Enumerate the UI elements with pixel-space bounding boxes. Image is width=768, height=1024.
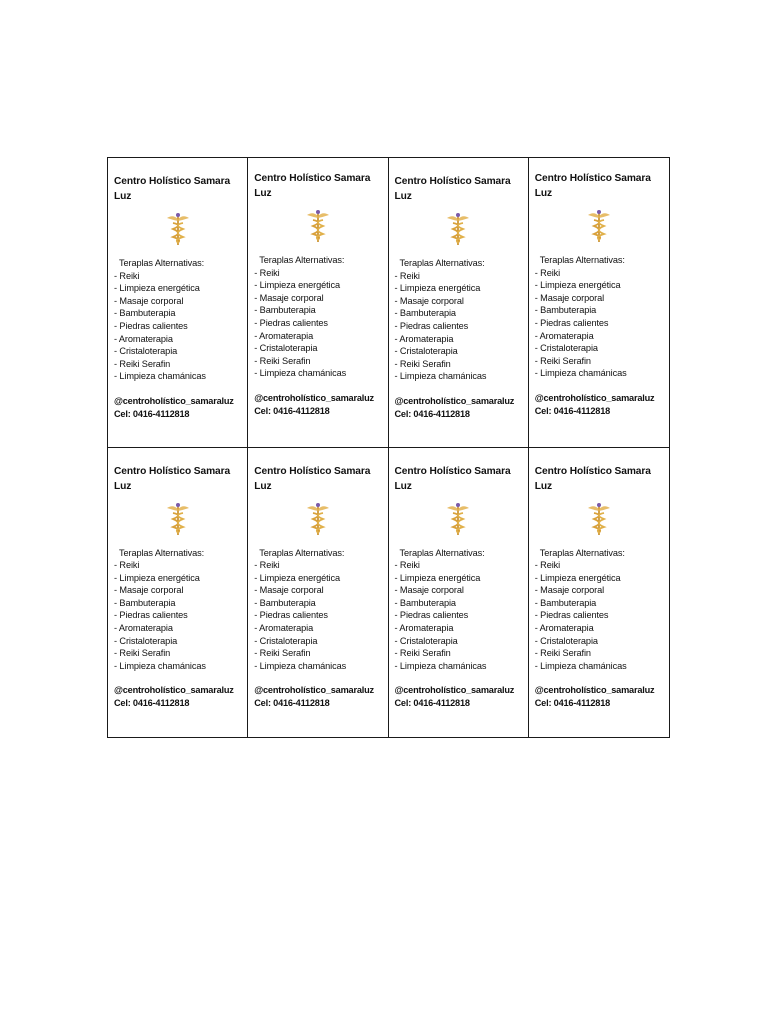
social-handle: @centroholístico_samaraluz — [114, 395, 234, 406]
logo-container — [395, 209, 522, 249]
caduceus-icon — [303, 208, 333, 244]
phone-number: Cel: 0416-4112818 — [254, 698, 330, 709]
phone-number: Cel: 0416-4112818 — [114, 698, 190, 709]
list-item: - Masaje corporal — [254, 585, 324, 596]
list-item: - Reiki Serafin — [394, 648, 451, 659]
business-card-sheet — [107, 157, 670, 738]
services-heading: Teraplas Alternativas: — [119, 258, 205, 268]
list-item: - Limpieza energética — [534, 280, 621, 291]
services-heading: Teraplas Alternativas: — [539, 547, 625, 558]
list-item: - Masaje corporal — [254, 292, 324, 303]
list-item: - Limpieza energética — [254, 572, 340, 583]
caduceus-icon — [584, 501, 614, 537]
list-item: - Piedras calientes — [534, 610, 609, 621]
logo-container — [254, 499, 381, 539]
phone-number: Cel: 0416-4112818 — [534, 698, 611, 709]
caduceus-icon — [584, 208, 614, 244]
logo-container — [395, 499, 522, 539]
services-heading: Teraplas Alternativas: — [399, 547, 485, 558]
list-item: - Reiki — [394, 270, 420, 281]
services-list — [254, 267, 381, 380]
phone-number: Cel: 0416-4112818 — [254, 405, 330, 416]
list-item: - Limpieza energética — [114, 572, 200, 583]
services-heading: Teraplas Alternativas: — [119, 547, 205, 558]
list-item: - Aromaterapia — [534, 623, 594, 634]
list-item: - Reiki — [114, 560, 140, 571]
business-card-3 — [389, 158, 529, 448]
card-title: Centro Holístico Samara Luz — [114, 465, 231, 492]
services-heading: Teraplas Alternativas: — [259, 255, 345, 265]
card-title: Centro Holístico Samara Luz — [394, 176, 511, 202]
list-item: - Reiki Serafin — [534, 355, 591, 366]
business-card-7 — [389, 448, 529, 738]
list-item: - Limpieza chamánicas — [254, 660, 347, 671]
logo-container — [254, 206, 381, 246]
business-card-6 — [248, 448, 388, 738]
list-item: - Aromaterapia — [114, 623, 173, 634]
list-item: - Reiki — [254, 267, 280, 278]
card-title: Centro Holístico Samara Luz — [394, 465, 511, 492]
list-item: - Masaje corporal — [114, 295, 184, 306]
list-item: - Piedras calientes — [394, 610, 469, 621]
social-handle: @centroholístico_samaraluz — [534, 392, 655, 403]
list-item: - Limpieza chamánicas — [534, 660, 627, 671]
services-list — [114, 559, 241, 672]
social-handle: @centroholístico_samaraluz — [254, 685, 374, 696]
phone-number: Cel: 0416-4112818 — [394, 698, 470, 709]
list-item: - Aromaterapia — [114, 333, 173, 344]
services-list — [395, 559, 522, 672]
list-item: - Piedras calientes — [254, 317, 328, 328]
list-item: - Piedras calientes — [534, 317, 609, 328]
list-item: - Limpieza energética — [254, 280, 340, 291]
list-item: - Bambuterapia — [534, 597, 597, 608]
list-item: - Bambuterapia — [114, 308, 176, 319]
list-item: - Bambuterapia — [254, 305, 316, 316]
caduceus-icon — [163, 501, 193, 537]
list-item: - Aromaterapia — [254, 330, 314, 341]
services-list — [395, 270, 522, 383]
list-item: - Aromaterapia — [394, 333, 454, 344]
list-item: - Cristaloterapia — [394, 635, 458, 646]
services-list — [535, 267, 663, 380]
logo-container — [535, 206, 663, 246]
list-item: - Limpieza chamánicas — [394, 660, 487, 671]
business-card-1 — [108, 158, 248, 448]
list-item: - Piedras calientes — [254, 610, 328, 621]
card-title: Centro Holístico Samara Luz — [534, 465, 651, 492]
list-item: - Bambuterapia — [114, 597, 176, 608]
card-title: Centro Holístico Samara Luz — [534, 173, 651, 199]
list-item: - Aromaterapia — [394, 623, 454, 634]
list-item: - Masaje corporal — [394, 295, 464, 306]
services-heading: Teraplas Alternativas: — [399, 258, 485, 268]
list-item: - Limpieza energética — [394, 283, 481, 294]
services-list — [254, 559, 381, 672]
list-item: - Aromaterapia — [254, 623, 314, 634]
list-item: - Cristaloterapia — [534, 343, 598, 354]
list-item: - Limpieza energética — [114, 283, 200, 294]
social-handle: @centroholístico_samaraluz — [394, 685, 515, 696]
list-item: - Cristaloterapia — [254, 343, 318, 354]
phone-number: Cel: 0416-4112818 — [534, 405, 611, 416]
phone-number: Cel: 0416-4112818 — [394, 408, 470, 419]
business-card-4 — [529, 158, 669, 448]
caduceus-icon — [443, 501, 473, 537]
list-item: - Limpieza chamánicas — [254, 368, 347, 379]
list-item: - Bambuterapia — [394, 308, 456, 319]
list-item: - Limpieza energética — [534, 572, 621, 583]
card-title: Centro Holístico Samara Luz — [254, 465, 371, 492]
card-title: Centro Holístico Samara Luz — [254, 173, 371, 199]
list-item: - Reiki Serafin — [254, 355, 311, 366]
list-item: - Cristaloterapia — [394, 346, 458, 357]
list-item: - Piedras calientes — [114, 610, 188, 621]
business-card-8 — [529, 448, 669, 738]
caduceus-icon — [443, 211, 473, 247]
list-item: - Piedras calientes — [394, 320, 469, 331]
list-item: - Reiki Serafin — [254, 648, 311, 659]
logo-container — [535, 499, 663, 539]
list-item: - Cristaloterapia — [114, 346, 178, 357]
list-item: - Bambuterapia — [394, 597, 456, 608]
social-handle: @centroholístico_samaraluz — [114, 685, 234, 696]
list-item: - Masaje corporal — [534, 292, 605, 303]
services-heading: Teraplas Alternativas: — [259, 547, 345, 558]
logo-container — [114, 209, 241, 249]
logo-container — [114, 499, 241, 539]
list-item: - Piedras calientes — [114, 320, 188, 331]
caduceus-icon — [303, 501, 333, 537]
business-card-2 — [248, 158, 388, 448]
list-item: - Masaje corporal — [114, 585, 184, 596]
social-handle: @centroholístico_samaraluz — [394, 395, 515, 406]
services-list — [114, 270, 241, 383]
list-item: - Cristaloterapia — [114, 635, 178, 646]
list-item: - Reiki Serafin — [114, 358, 171, 369]
list-item: - Reiki — [254, 560, 280, 571]
card-title: Centro Holístico Samara Luz — [114, 176, 231, 202]
list-item: - Masaje corporal — [534, 585, 605, 596]
list-item: - Limpieza chamánicas — [534, 368, 627, 379]
list-item: - Masaje corporal — [394, 585, 464, 596]
services-list — [535, 559, 663, 672]
social-handle: @centroholístico_samaraluz — [254, 392, 374, 403]
list-item: - Limpieza chamánicas — [114, 371, 206, 382]
business-card-5 — [108, 448, 248, 738]
list-item: - Bambuterapia — [254, 597, 316, 608]
list-item: - Limpieza chamánicas — [114, 660, 206, 671]
list-item: - Reiki Serafin — [534, 648, 591, 659]
list-item: - Bambuterapia — [534, 305, 597, 316]
services-heading: Teraplas Alternativas: — [539, 255, 625, 265]
list-item: - Limpieza energética — [394, 572, 481, 583]
caduceus-icon — [163, 211, 193, 247]
list-item: - Reiki — [534, 267, 561, 278]
social-handle: @centroholístico_samaraluz — [534, 685, 655, 696]
list-item: - Reiki — [114, 270, 140, 281]
list-item: - Reiki — [534, 560, 561, 571]
list-item: - Reiki Serafin — [114, 648, 171, 659]
list-item: - Cristaloterapia — [254, 635, 318, 646]
list-item: - Cristaloterapia — [534, 635, 598, 646]
phone-number: Cel: 0416-4112818 — [114, 408, 190, 419]
list-item: - Reiki Serafin — [394, 358, 451, 369]
list-item: - Limpieza chamánicas — [394, 371, 487, 382]
list-item: - Reiki — [394, 560, 420, 571]
list-item: - Aromaterapia — [534, 330, 594, 341]
